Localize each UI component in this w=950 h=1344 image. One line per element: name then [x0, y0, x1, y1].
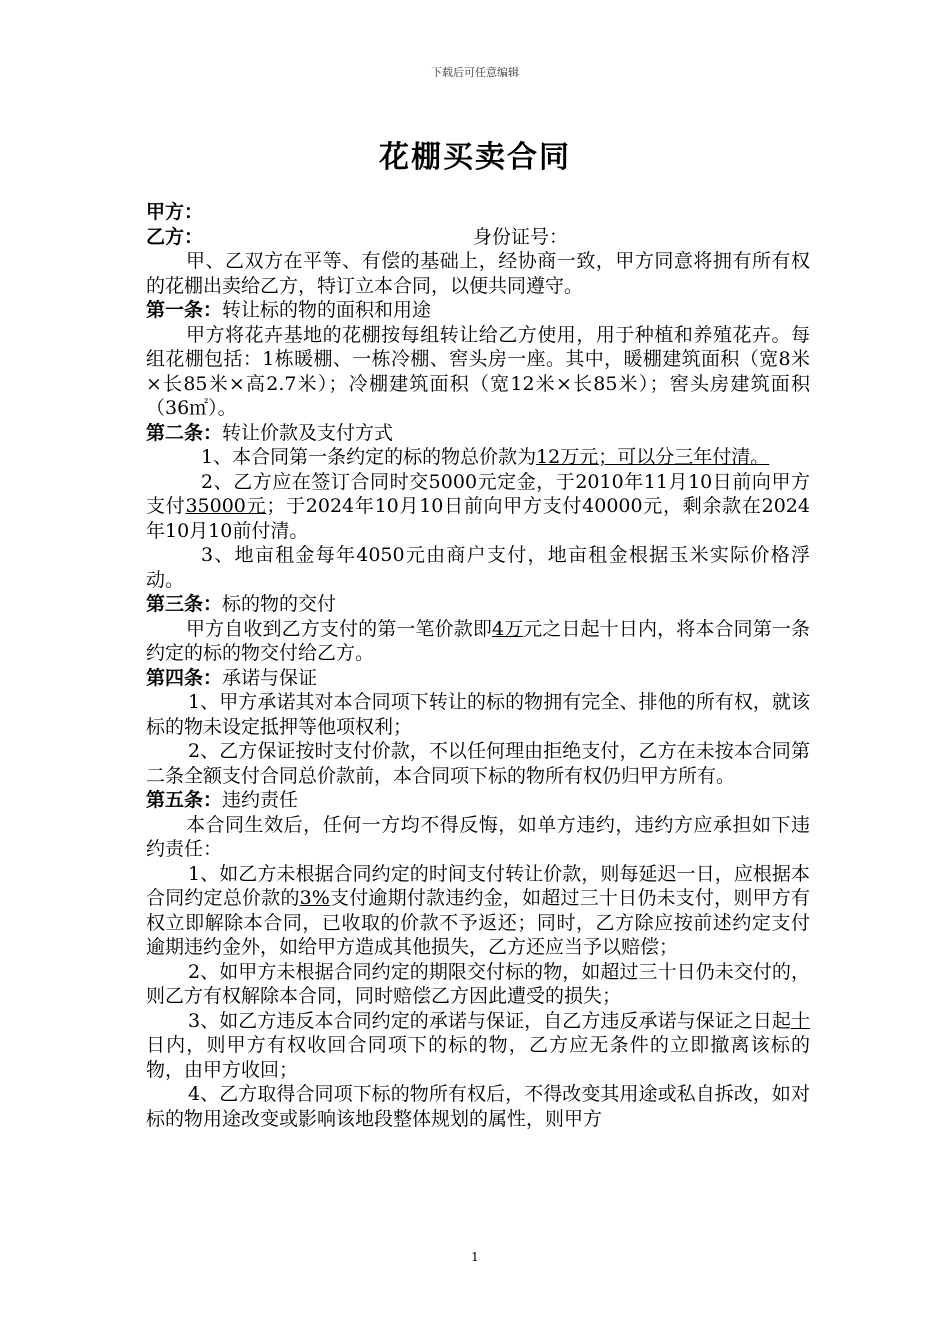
intro-paragraph: 甲、乙双方在平等、有偿的基础上，经协商一致，甲方同意将拥有所有权的花棚出卖给乙方，特订立本合同，以便共同遵守。: [146, 250, 810, 297]
article-5-heading: 第五条：违约责任: [146, 789, 299, 811]
document-title: 花棚买卖合同: [379, 140, 571, 175]
article-2-clause-1: 1、本合同第一条约定的标的物总价款为12万元；可以分三年付清。: [201, 446, 770, 468]
article-5-clause-1: 1、如乙方未根据合同约定的时间支付转让价款，则每延迟一日，应根据本合同约定总价款的3%支付逾期付款违约金，如超过三十日仍未支付，则甲方有权立即解除本合同，已收取的价款不予返还；同时，乙方除应按前述约定支付逾期违约金外，如给甲方造成其他损失，乙方还应当予以赔偿；: [146, 862, 810, 958]
article-2-clause-3: 3、地亩租金每年4050元由商户支付，地亩租金根据玉米实际价格浮动。: [146, 544, 810, 591]
page-header: 下载后可任意编辑: [431, 66, 519, 79]
article-1-heading: 第一条：转让标的物的面积和用途: [146, 299, 432, 321]
article-4-clause-1: 1、甲方承诺其对本合同项下转让的标的物拥有完全、排他的所有权，就该标的物未设定抵押等他项权利；: [146, 691, 810, 738]
article-2-heading: 第二条：转让价款及支付方式: [146, 421, 394, 444]
article-3-paragraph: 甲方自收到乙方支付的第一笔价款即4万元之日起十日内，将本合同第一条约定的标的物交付给乙方。: [146, 617, 810, 664]
page-number: 1: [471, 1250, 479, 1264]
article-5-clause-2: 2、如甲方未根据合同约定的期限交付标的物，如超过三十日仍未交付的，则乙方有权解除本合同，同时赔偿乙方因此遭受的损失；: [146, 960, 810, 1007]
article-4-clause-2: 2、乙方保证按时支付价款，不以任何理由拒绝支付，乙方在未按本合同第二条全额支付合同总价款前，本合同项下标的物所有权仍归甲方所有。: [146, 740, 810, 787]
article-2-clause-2: 2、乙方应在签订合同时交5000元定金，于2010年11月10日前向甲方支付35000元；于2024年10月10日前向甲方支付40000元，剩余款在2024年10月10前付清。: [146, 470, 810, 542]
article-4-heading: 第四条：承诺与保证: [146, 666, 318, 689]
article-5-intro: 本合同生效后，任何一方均不得反悔，如单方违约，违约方应承担如下违约责任：: [146, 813, 810, 860]
article-3-heading: 第三条：标的物的交付: [146, 593, 337, 615]
party-a-line: 甲方：: [146, 201, 204, 223]
party-b-line: 乙方： 身份证号：: [146, 225, 569, 248]
article-5-clause-3: 3、如乙方违反本合同约定的承诺与保证，自乙方违反承诺与保证之日起十日内，则甲方有权收回合同项下的标的物，乙方应无条件的立即撤离该标的物，由甲方收回；: [146, 1009, 810, 1081]
contract-body: [146, 200, 810, 1131]
id-number-label: 身份证号：: [473, 225, 569, 248]
article-1-paragraph: 甲方将花卉基地的花棚按每组转让给乙方使用，用于种植和养殖花卉。每组花棚包括：1栋暖棚、一栋冷棚、窖头房一座。其中，暖棚建筑面积（宽8米×长85米×高2.7米）；冷棚建筑面积（宽12米×长85米）；窖头房建筑面积（36㎡）。: [146, 323, 810, 419]
article-5-clause-4: 4、乙方取得合同项下标的物所有权后，不得改变其用途或私自拆改，如对标的物用途改变或影响该地段整体规划的属性，则甲方: [146, 1083, 810, 1130]
